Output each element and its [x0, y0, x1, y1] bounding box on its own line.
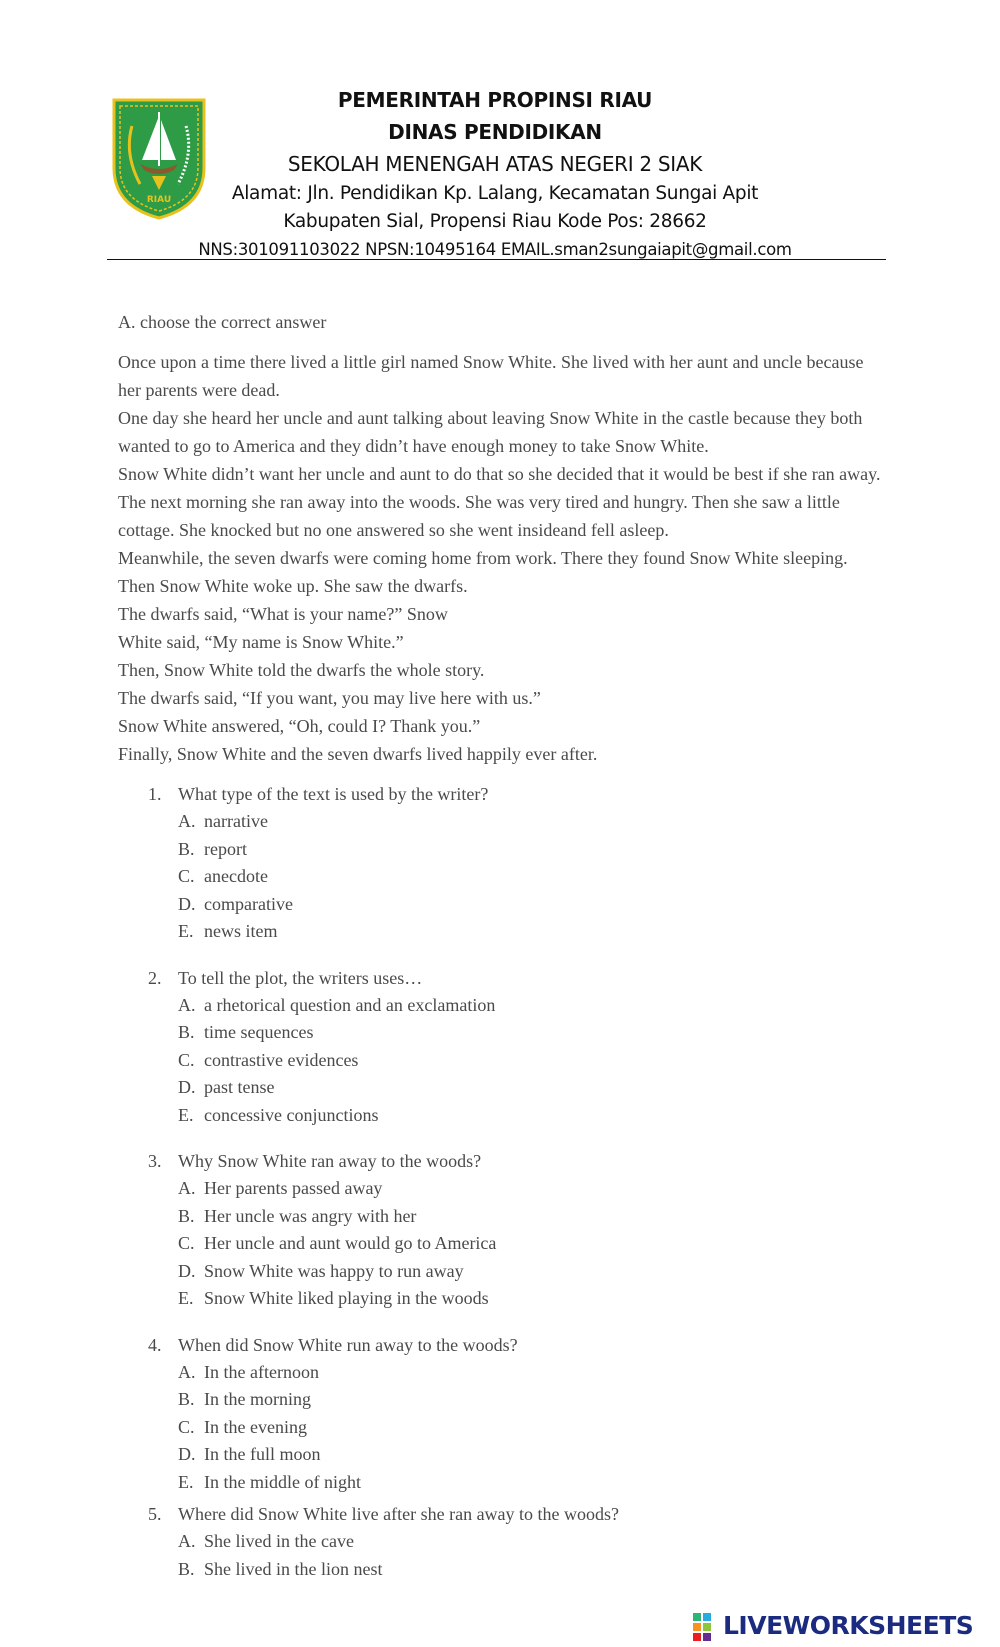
story-paragraph: The dwarfs said, “If you want, you may live here with us.” — [118, 688, 541, 708]
question-text: Why Snow White ran away to the woods? — [178, 1151, 482, 1171]
answer-option[interactable] — [178, 1258, 888, 1286]
option-text: a rhetorical question and an exclamation — [204, 994, 496, 1015]
option-text: In the middle of night — [204, 1471, 361, 1492]
option-letter: B. — [178, 1205, 195, 1226]
option-letter: A. — [178, 811, 196, 831]
answer-option[interactable] — [178, 992, 888, 1020]
answer-option[interactable] — [178, 1469, 888, 1497]
option-text: Snow White liked playing in the woods — [204, 1288, 489, 1308]
option-letter: C. — [178, 866, 195, 886]
school-address: Alamat: Jln. Pendidikan Kp. Lalang, Kecamatan Sungai Apit — [231, 183, 759, 204]
brand-text: LIVEWORKSHEETS — [723, 1611, 974, 1640]
option-text: Snow White was happy to run away — [204, 1260, 464, 1281]
answer-option[interactable] — [178, 1102, 888, 1130]
option-text: Her uncle was angry with her — [204, 1205, 417, 1226]
school-name: SEKOLAH MENENGAH ATAS NEGERI 2 SIAK — [287, 152, 703, 176]
story-text — [118, 348, 888, 768]
answer-option[interactable] — [178, 1285, 888, 1313]
answer-option[interactable] — [178, 1047, 888, 1075]
answer-option[interactable] — [178, 1528, 888, 1556]
answer-option[interactable] — [178, 863, 888, 891]
question-number: 4. — [148, 1334, 162, 1355]
answer-option[interactable] — [178, 1074, 888, 1102]
school-region: Kabupaten Sial, Propensi Riau Kode Pos: 28662 — [283, 211, 707, 232]
section-title: A. choose the correct answer — [118, 312, 327, 332]
answer-option[interactable] — [178, 918, 888, 946]
question-1 — [118, 780, 888, 946]
option-letter: C. — [178, 1416, 195, 1437]
option-text: time sequences — [204, 1022, 314, 1042]
story-paragraph: Finally, Snow White and the seven dwarfs lived happily ever after. — [118, 744, 598, 764]
worksheet-content — [118, 308, 888, 1601]
option-text: concessive conjunctions — [204, 1104, 379, 1125]
story-paragraph: Then, Snow White told the dwarfs the whole story. — [118, 660, 485, 680]
story-paragraph: Once upon a time there lived a little girl named Snow White. She lived with her aunt and uncle because her parents were dead. — [118, 352, 864, 400]
question-list — [118, 780, 888, 1583]
answer-option[interactable] — [178, 808, 888, 836]
question-5 — [118, 1500, 888, 1583]
option-letter: A. — [178, 1178, 196, 1198]
story-paragraph: Snow White didn’t want her uncle and aunt to do that so she decided that it would be best if she ran away. The next morning she ran away into the woods. She was very tired and hungry. Then she saw a little cottage. She knocked but no one answered so she went insideand fell asleep. — [118, 464, 881, 540]
option-letter: A. — [178, 1361, 196, 1382]
option-letter: B. — [178, 1558, 195, 1579]
option-letter: C. — [178, 1049, 195, 1070]
option-text: anecdote — [204, 866, 268, 886]
option-letter: E. — [178, 1471, 194, 1492]
story-paragraph: Snow White answered, “Oh, could I? Thank you.” — [118, 716, 481, 736]
question-number: 3. — [148, 1151, 162, 1171]
answer-option[interactable] — [178, 1359, 888, 1387]
answer-option[interactable] — [178, 1175, 888, 1203]
option-text: Her parents passed away — [204, 1178, 383, 1198]
question-number: 2. — [148, 967, 162, 988]
option-text: report — [204, 838, 247, 859]
option-letter: D. — [178, 1444, 196, 1464]
answer-option[interactable] — [178, 1414, 888, 1442]
option-letter: B. — [178, 838, 195, 859]
liveworksheets-brand[interactable] — [693, 1611, 993, 1641]
option-text: In the afternoon — [204, 1361, 319, 1382]
question-3 — [118, 1147, 888, 1313]
option-text: In the evening — [204, 1416, 307, 1437]
story-paragraph: The dwarfs said, “What is your name?” Snow — [118, 604, 448, 624]
option-letter: A. — [178, 1531, 196, 1551]
option-text: contrastive evidences — [204, 1049, 359, 1070]
department-title: DINAS PENDIDIKAN — [388, 120, 602, 144]
option-letter: D. — [178, 1077, 196, 1097]
option-text: In the morning — [204, 1389, 311, 1409]
liveworksheets-icon — [693, 1613, 719, 1641]
answer-option[interactable] — [178, 1019, 888, 1047]
question-text: What type of the text is used by the writer? — [178, 784, 489, 804]
school-letterhead — [180, 84, 810, 263]
answer-option[interactable] — [178, 1441, 888, 1469]
option-letter: B. — [178, 1389, 195, 1409]
option-text: past tense — [204, 1077, 275, 1097]
story-paragraph: White said, “My name is Snow White.” — [118, 632, 404, 652]
logo-text: RIAU — [146, 195, 172, 205]
answer-option[interactable] — [178, 1203, 888, 1231]
answer-option[interactable] — [178, 891, 888, 919]
option-letter: D. — [178, 1260, 196, 1281]
option-letter: E. — [178, 1288, 194, 1308]
option-letter: A. — [178, 994, 196, 1015]
story-paragraph: Meanwhile, the seven dwarfs were coming home from work. There they found Snow White sleeping. Then Snow White woke up. She saw the dwarfs. — [118, 548, 848, 596]
answer-option[interactable] — [178, 1230, 888, 1258]
option-letter: E. — [178, 921, 194, 941]
option-letter: E. — [178, 1104, 194, 1125]
question-text: When did Snow White run away to the woods? — [178, 1334, 518, 1355]
option-text: comparative — [204, 893, 293, 914]
answer-option[interactable] — [178, 1386, 888, 1414]
question-text: To tell the plot, the writers uses… — [178, 967, 423, 988]
school-contact: NNS:301091103022 NPSN:10495164 EMAIL.sman2sungaiapit@gmail.com — [198, 240, 792, 259]
government-title: PEMERINTAH PROPINSI RIAU — [337, 88, 653, 112]
header-divider — [107, 259, 886, 260]
question-number: 1. — [148, 784, 162, 804]
story-paragraph: One day she heard her uncle and aunt talking about leaving Snow White in the castle because they both wanted to go to America and they didn’t have enough money to take Snow White. — [118, 408, 863, 456]
question-number: 5. — [148, 1504, 162, 1524]
option-text: She lived in the cave — [204, 1531, 354, 1551]
question-4 — [118, 1331, 888, 1497]
option-text: news item — [204, 921, 278, 941]
answer-option[interactable] — [178, 1556, 888, 1584]
answer-option[interactable] — [178, 836, 888, 864]
option-text: In the full moon — [204, 1444, 321, 1464]
option-text: Her uncle and aunt would go to America — [204, 1233, 497, 1253]
question-text: Where did Snow White live after she ran away to the woods? — [178, 1504, 620, 1524]
option-letter: B. — [178, 1022, 195, 1042]
option-text: narrative — [204, 811, 268, 831]
question-2 — [118, 964, 888, 1130]
option-letter: C. — [178, 1233, 195, 1253]
option-letter: D. — [178, 893, 196, 914]
option-text: She lived in the lion nest — [204, 1558, 383, 1579]
